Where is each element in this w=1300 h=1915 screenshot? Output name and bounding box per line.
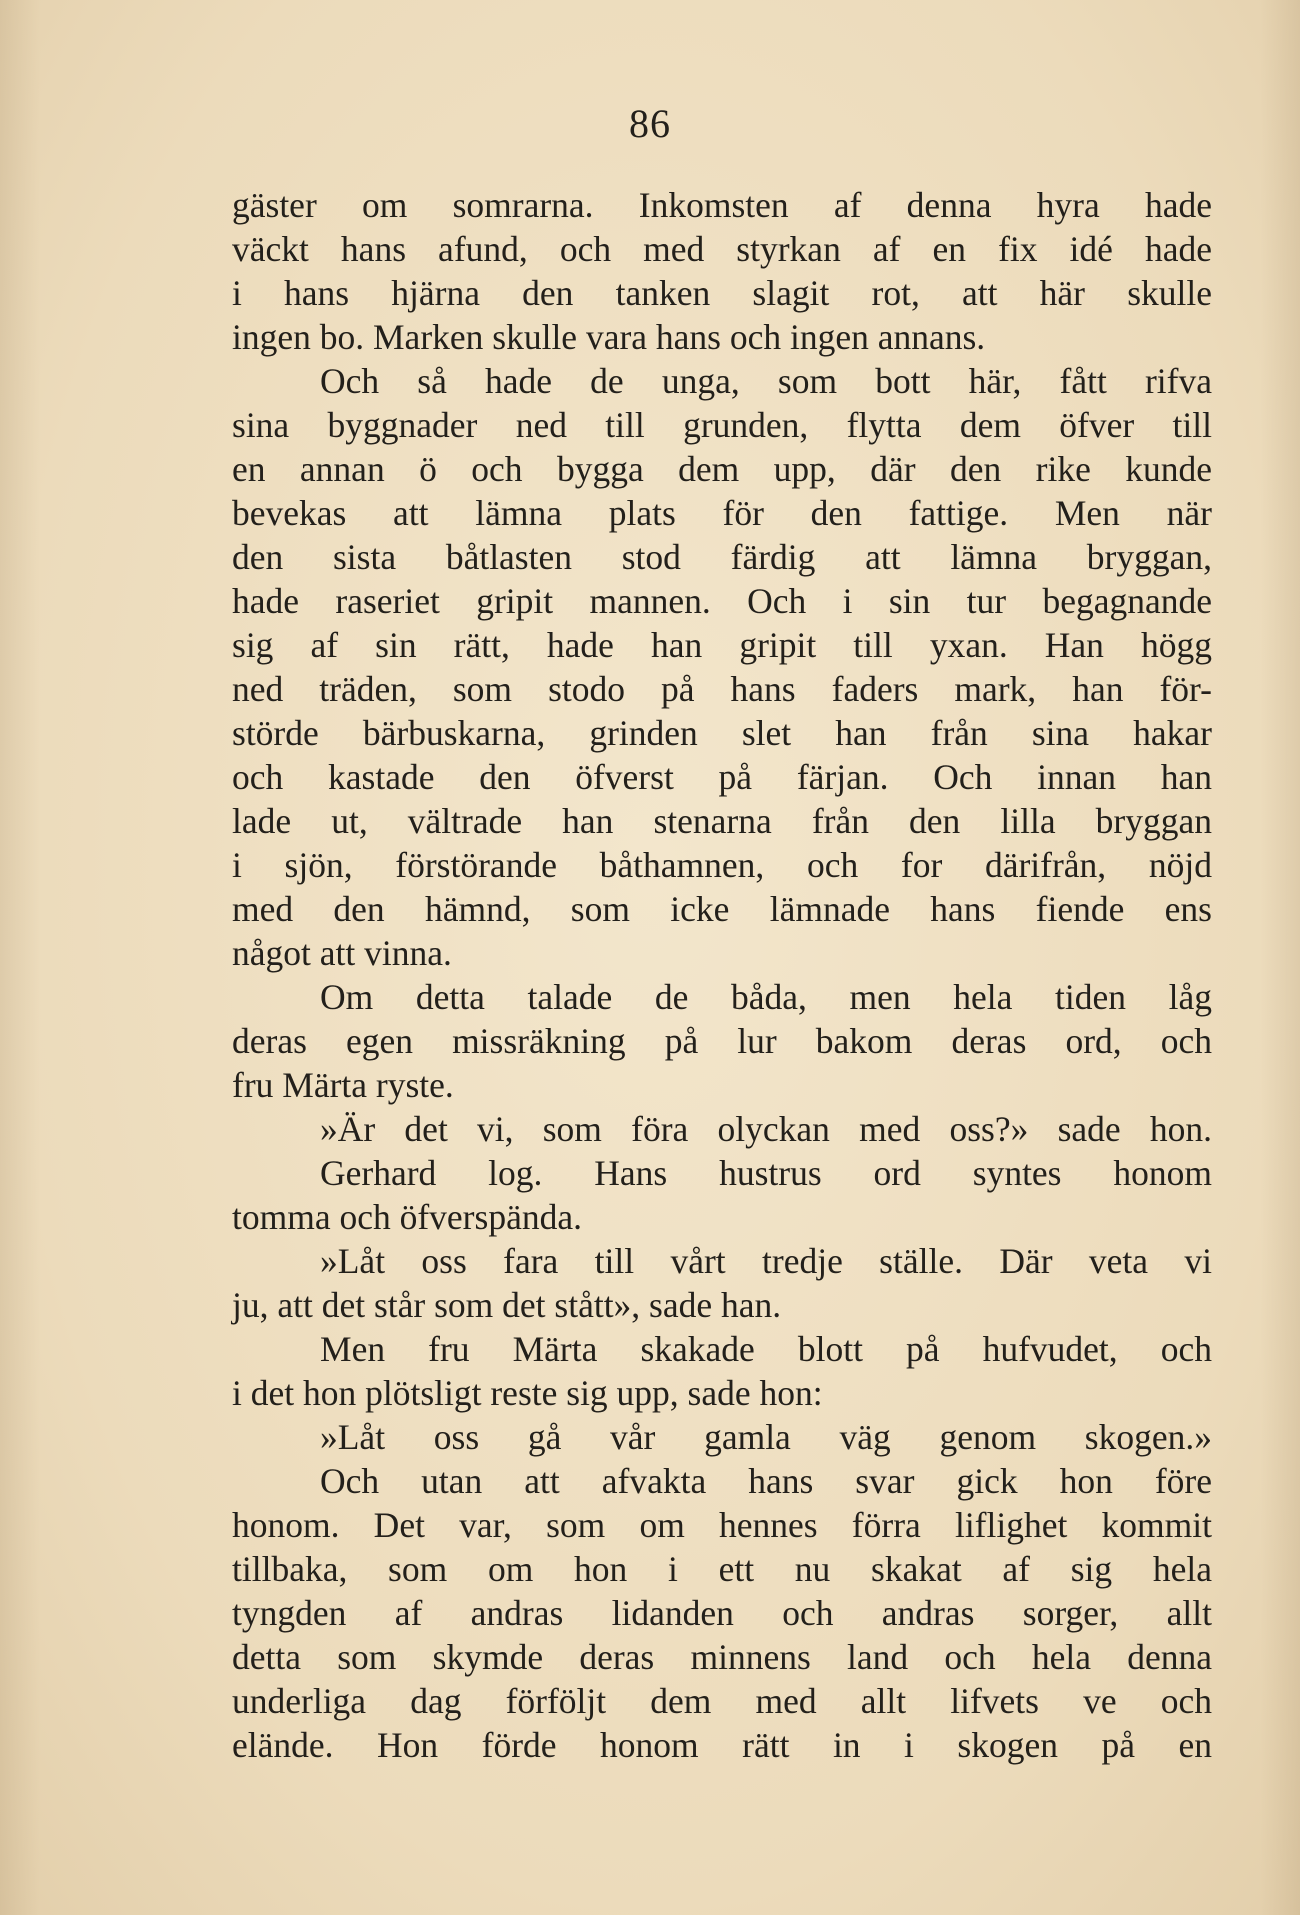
text-line: med den hämnd, som icke lämnade hans fiende ens xyxy=(232,889,1212,929)
text-line: detta som skymde deras minnens land och hela denna xyxy=(232,1637,1212,1677)
text-line: Gerhard log. Hans hustrus ord syntes honom xyxy=(320,1153,1212,1193)
text-line: »Är det vi, som föra olyckan med oss?» sade hon. xyxy=(320,1109,1212,1149)
text-line: sig af sin rätt, hade han gripit till yxan. Han högg xyxy=(232,625,1212,665)
text-line: ingen bo. Marken skulle vara hans och ingen annans. xyxy=(232,317,986,357)
text-line: Och utan att afvakta hans svar gick hon före xyxy=(320,1461,1212,1501)
text-line: och kastade den öfverst på färjan. Och innan han xyxy=(232,757,1212,797)
text-line: »Låt oss fara till vårt tredje ställe. Där veta vi xyxy=(320,1241,1212,1281)
text-line: ned träden, som stodo på hans faders mark, han för- xyxy=(232,669,1212,709)
page-number: 86 xyxy=(629,101,671,146)
text-line: i sjön, förstörande båthamnen, och for därifrån, nöjd xyxy=(232,845,1212,885)
text-line: underliga dag förföljt dem med allt lifvets ve och xyxy=(232,1681,1212,1721)
text-line: i hans hjärna den tanken slagit rot, att här skulle xyxy=(232,273,1212,313)
text-line: störde bärbuskarna, grinden slet han från sina hakar xyxy=(232,713,1212,753)
text-line: ju, att det står som det stått», sade han. xyxy=(232,1285,782,1325)
text-line: i det hon plötsligt reste sig upp, sade hon: xyxy=(232,1373,823,1413)
text-line: »Låt oss gå vår gamla väg genom skogen.» xyxy=(320,1417,1212,1457)
text-line: tyngden af andras lidanden och andras sorger, allt xyxy=(232,1593,1212,1633)
text-line: något att vinna. xyxy=(232,933,452,973)
text-line: väckt hans afund, och med styrkan af en fix idé hade xyxy=(232,229,1212,269)
text-line: lade ut, vältrade han stenarna från den lilla bryggan xyxy=(232,801,1212,841)
text-line: bevekas att lämna plats för den fattige. Men när xyxy=(232,493,1212,533)
text-line: den sista båtlasten stod färdig att lämna bryggan, xyxy=(232,537,1212,577)
text-line: gäster om somrarna. Inkomsten af denna hyra hade xyxy=(232,185,1212,225)
text-line: deras egen missräkning på lur bakom deras ord, och xyxy=(232,1021,1212,1061)
text-line: sina byggnader ned till grunden, flytta dem öfver till xyxy=(232,405,1212,445)
text-line: fru Märta ryste. xyxy=(232,1065,454,1105)
text-line: tillbaka, som om hon i ett nu skakat af sig hela xyxy=(232,1549,1212,1589)
text-line: Och så hade de unga, som bott här, fått rifva xyxy=(320,361,1212,401)
text-line: tomma och öfverspända. xyxy=(232,1197,582,1237)
page-edge-shadow-right xyxy=(1260,0,1300,1915)
text-line: hade raseriet gripit mannen. Och i sin tur begagnande xyxy=(232,581,1212,621)
text-line: honom. Det var, som om hennes förra liflighet kommit xyxy=(232,1505,1212,1545)
page-edge-shadow-left xyxy=(0,0,40,1915)
body-text xyxy=(232,183,1212,1767)
text-line: en annan ö och bygga dem upp, där den rike kunde xyxy=(232,449,1212,489)
text-line: elände. Hon förde honom rätt in i skogen på en xyxy=(232,1725,1212,1765)
text-line: Om detta talade de båda, men hela tiden låg xyxy=(320,977,1212,1017)
text-line: Men fru Märta skakade blott på hufvudet, och xyxy=(320,1329,1212,1369)
